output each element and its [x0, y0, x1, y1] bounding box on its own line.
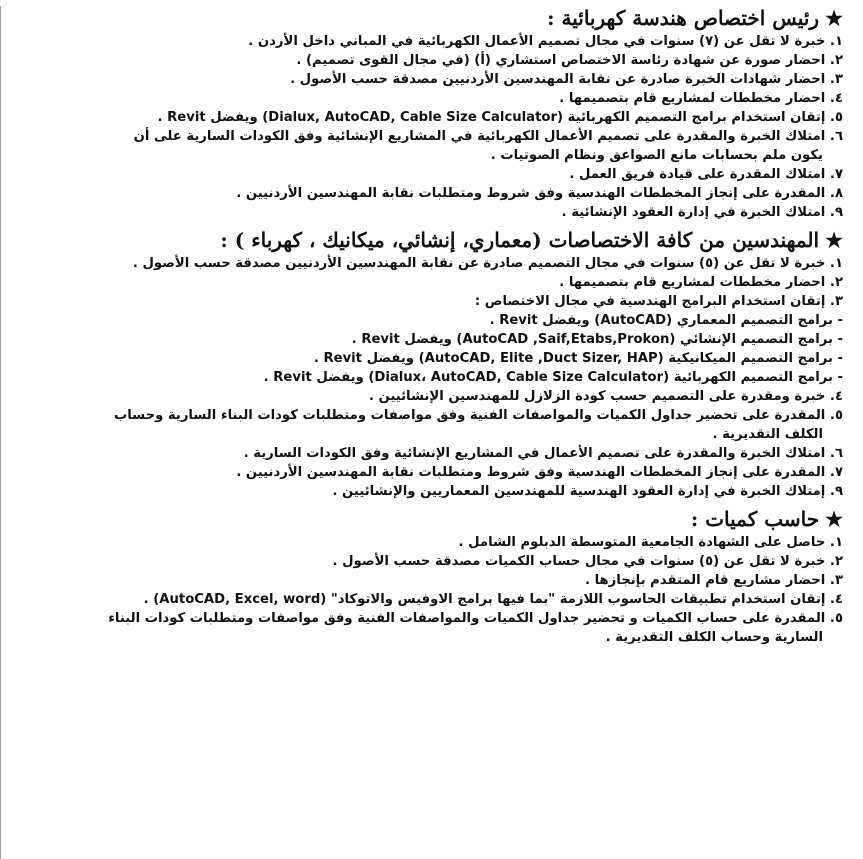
star-bullet-icon: ★: [825, 228, 843, 252]
requirement-line: ٢. احضار مخططات لمشاريع قام بتصميمها .: [559, 275, 843, 290]
requirement-line: ٣. احضار شهادات الخبرة صادرة عن نقابة المهندسين الأردنيين مصدقة حسب الأصول .: [290, 72, 843, 87]
requirement-line: ٧. امتلاك المقدرة على قيادة فريق العمل .: [569, 167, 843, 182]
section-title-text: رئيس اختصاص هندسة كهربائية :: [547, 6, 820, 30]
requirement-line: ٥. المقدرة على تحضير جداول الكميات والمواصفات الفنية وفق مواصفات ومتطلبات كودات البناء السارية وحساب: [113, 408, 843, 423]
section-title: [11, 507, 843, 531]
requirement-line: ٤. خبرة ومقدرة على التصميم حسب كودة الزلازل للمهندسين الإنشائيين .: [368, 389, 843, 404]
requirement-line: - برامج التصميم المعماري (AutoCAD) ويفضل Revit .: [489, 313, 843, 328]
requirement-line: السارية وحساب الكلف التقديرية .: [605, 630, 823, 645]
requirement-line: - برامج التصميم الميكانيكية (AutoCAD, Elite ,Duct Sizer, HAP) ويفضل Revit .: [313, 351, 843, 366]
job-requirements-document: [0, 6, 855, 859]
star-bullet-icon: ★: [825, 507, 843, 531]
requirement-line: ٥. المقدرة على حساب الكميات و تحضير جداول الكميات والمواصفات الفنية وفق مواصفات ومتطلبات كودات البناء: [108, 611, 843, 626]
requirement-line: - برامج التصميم الكهربائية (Dialux، AutoCAD, Cable Size Calculator) ويفضل Revit .: [263, 370, 843, 385]
requirement-line: ٩. امتلاك الخبرة في إدارة العقود الإنشائية .: [561, 205, 843, 220]
requirement-line: ٢. احضار صورة عن شهادة رئاسة الاختصاص استشاري (أ) (في مجال القوى تصميم) .: [296, 53, 843, 68]
requirement-line: يكون ملم بحسابات مانع الصواعق ونظام الصوتيات .: [490, 148, 823, 163]
requirement-line: ٤. احضار مخططات لمشاريع قام بتصميمها .: [559, 91, 843, 106]
requirement-line: ١. خبرة لا تقل عن (٥) سنوات في مجال التصميم صادرة عن نقابة المهندسين الأردنيين مصدقة حسب الأصول .: [132, 256, 843, 271]
star-bullet-icon: ★: [825, 6, 843, 30]
requirement-line: ٥. إتقان استخدام برامج التصميم الكهربائية (Dialux, AutoCAD, Cable Size Calculator) ويفضل Revit .: [157, 110, 843, 125]
section-title-text: المهندسين من كافة الاختصاصات (معماري، إنشائي، ميكانيك ، كهرباء ) :: [220, 228, 820, 252]
requirement-line: ٩. إمتلاك الخبرة في إدارة العقود الهندسية للمهندسين المعماريين والإنشائيين .: [332, 484, 843, 499]
requirement-line: ٦. امتلاك الخبرة والمقدرة على تصميم الأعمال الكهربائية في المشاريع الإنشائية وفق الكودات السارية على أن: [133, 129, 843, 144]
section-title: [11, 6, 843, 30]
requirement-line: ٤. إتقان استخدام تطبيقات الحاسوب اللازمة "بما فيها برامج الاوفيس والاتوكاد" (AutoCAD, Excel, word) .: [143, 592, 843, 607]
requirement-line: ٣. إتقان استخدام البرامج الهندسية في مجال الاختصاص :: [474, 294, 843, 309]
requirement-line: ١. حاصل على الشهادة الجامعية المتوسطة الدبلوم الشامل .: [458, 535, 843, 550]
requirement-line: ٢. خبرة لا تقل عن (٥) سنوات في مجال حساب الكميات مصدقة حسب الأصول .: [332, 554, 843, 569]
requirement-line: ١. خبرة لا تقل عن (٧) سنوات في مجال تصميم الأعمال الكهربائية في المباني داخل الأردن .: [248, 34, 843, 49]
section-title: [11, 228, 843, 252]
requirement-line: - برامج التصميم الإنشائي (AutoCAD ,Saif,Etabs,Prokon) ويفضل Revit .: [351, 332, 843, 347]
requirement-line: ٧. المقدرة على إنجاز المخططات الهندسية وفق شروط ومتطلبات نقابة المهندسين الأردنيين .: [236, 465, 843, 480]
requirement-line: الكلف التقديرية .: [712, 427, 823, 442]
section-title-text: حاسب كميات :: [690, 507, 820, 531]
requirement-line: ٣. احضار مشاريع قام المتقدم بإنجازها .: [584, 573, 843, 588]
requirement-line: ٦. امتلاك الخبرة والمقدرة على تصميم الأعمال في المشاريع الإنشائية وفق الكودات السارية .: [243, 446, 843, 461]
requirement-line: ٨. المقدرة على إنجاز المخططات الهندسية وفق شروط ومتطلبات نقابة المهندسين الأردنيين .: [236, 186, 843, 201]
